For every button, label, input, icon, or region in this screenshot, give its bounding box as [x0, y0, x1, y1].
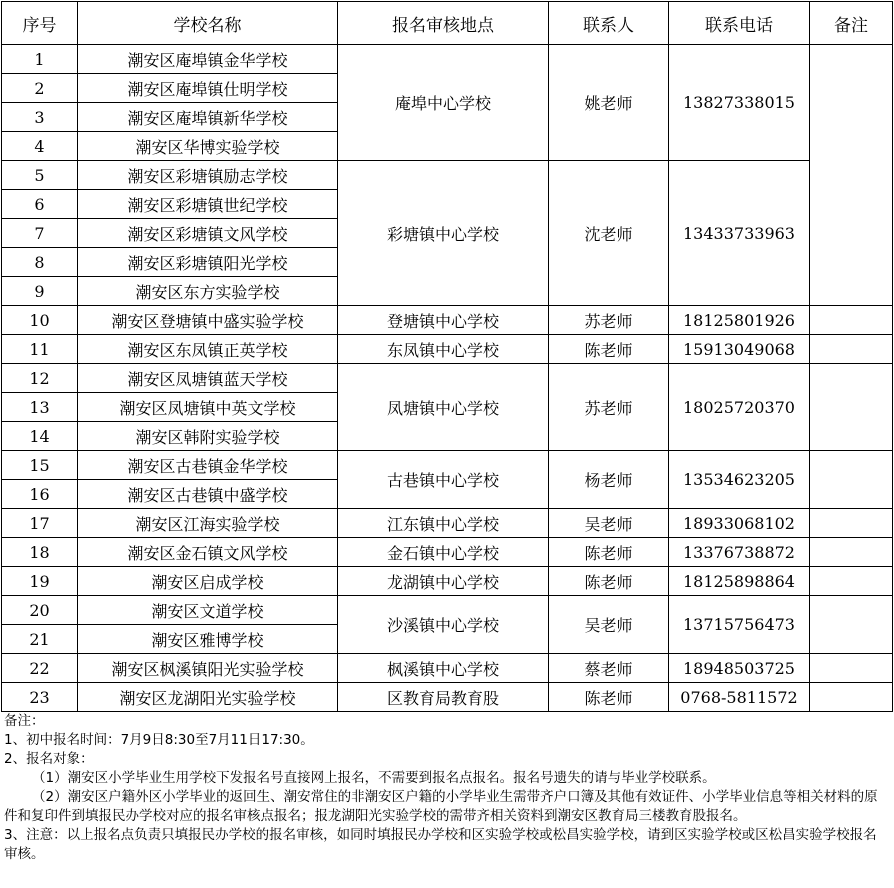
table-row [2, 567, 893, 596]
contact-person: 蔡老师 [549, 654, 669, 683]
note-registration-target: 2、报名对象： [4, 751, 94, 767]
table-row [2, 596, 893, 625]
remarks-cell [810, 451, 893, 509]
row-no: 10 [2, 306, 78, 335]
row-no: 5 [2, 161, 78, 190]
review-location: 江东镇中心学校 [338, 509, 549, 538]
contact-phone: 13376738872 [669, 538, 810, 567]
school-name: 潮安区东凤镇正英学校 [78, 335, 338, 364]
school-name: 潮安区雅博学校 [78, 625, 338, 654]
remarks-cell [810, 538, 893, 567]
row-no: 14 [2, 422, 78, 451]
row-no: 11 [2, 335, 78, 364]
note-attention: 3、注意：以上报名点负责只填报民办学校的报名审核，如同时填报民办学校和区实验学校或松昌实验学校，请到区实验学校或区松昌实验学校报名审核。 [4, 827, 877, 862]
table-row [2, 364, 893, 393]
header-remarks: 备注 [810, 2, 893, 45]
school-name: 潮安区凤塘镇中英文学校 [78, 393, 338, 422]
school-name: 潮安区华博实验学校 [78, 132, 338, 161]
header-serial-no: 序号 [2, 2, 78, 45]
review-location: 龙湖镇中心学校 [338, 567, 549, 596]
row-no: 1 [2, 45, 78, 74]
table-header-row [2, 2, 893, 45]
remarks-cell [810, 596, 893, 654]
school-name: 潮安区古巷镇金华学校 [78, 451, 338, 480]
school-name: 潮安区龙湖阳光实验学校 [78, 683, 338, 712]
review-location: 金石镇中心学校 [338, 538, 549, 567]
review-location: 凤塘镇中心学校 [338, 364, 549, 451]
school-name: 潮安区彩塘镇文风学校 [78, 219, 338, 248]
contact-person: 吴老师 [549, 596, 669, 654]
school-registration-table [1, 1, 893, 712]
table-row [2, 538, 893, 567]
school-name: 潮安区庵埠镇金华学校 [78, 45, 338, 74]
school-name: 潮安区凤塘镇蓝天学校 [78, 364, 338, 393]
school-name: 潮安区文道学校 [78, 596, 338, 625]
notes-title: 备注： [4, 713, 45, 729]
row-no: 21 [2, 625, 78, 654]
review-location: 彩塘镇中心学校 [338, 161, 549, 306]
contact-phone: 18933068102 [669, 509, 810, 538]
notes-section [4, 712, 890, 864]
contact-person: 陈老师 [549, 683, 669, 712]
row-no: 12 [2, 364, 78, 393]
remarks-cell [810, 683, 893, 712]
school-name: 潮安区古巷镇中盛学校 [78, 480, 338, 509]
contact-person: 杨老师 [549, 451, 669, 509]
row-no: 6 [2, 190, 78, 219]
review-location: 区教育局教育股 [338, 683, 549, 712]
row-no: 8 [2, 248, 78, 277]
header-school-name: 学校名称 [78, 2, 338, 45]
table-row [2, 335, 893, 364]
contact-person: 苏老师 [549, 364, 669, 451]
row-no: 23 [2, 683, 78, 712]
row-no: 2 [2, 74, 78, 103]
contact-person: 姚老师 [549, 45, 669, 161]
contact-phone: 18125898864 [669, 567, 810, 596]
review-location: 东凤镇中心学校 [338, 335, 549, 364]
remarks-cell [810, 45, 893, 306]
school-name: 潮安区韩附实验学校 [78, 422, 338, 451]
school-name: 潮安区登塘镇中盛实验学校 [78, 306, 338, 335]
contact-person: 陈老师 [549, 567, 669, 596]
row-no: 16 [2, 480, 78, 509]
row-no: 4 [2, 132, 78, 161]
school-name: 潮安区江海实验学校 [78, 509, 338, 538]
remarks-cell [810, 654, 893, 683]
remarks-cell [810, 567, 893, 596]
school-name: 潮安区东方实验学校 [78, 277, 338, 306]
remarks-cell [810, 306, 893, 335]
table-row [2, 306, 893, 335]
note-target-local: （1）潮安区小学毕业生用学校下发报名号直接网上报名，不需要到报名点报名。报名号遗失的请与毕业学校联系。 [32, 770, 716, 786]
row-no: 22 [2, 654, 78, 683]
review-location: 沙溪镇中心学校 [338, 596, 549, 654]
school-name: 潮安区彩塘镇阳光学校 [78, 248, 338, 277]
header-phone: 联系电话 [669, 2, 810, 45]
note-target-nonlocal: （2）潮安区户籍外区小学毕业的返回生、潮安常住的非潮安区户籍的小学毕业生需带齐户口簿及其他有效证件、小学毕业信息等相关材料的原件和复印件到填报民办学校对应的报名审核点报名；报龙湖阳光实验学校的需带齐相关资料到潮安区教育局三楼教育股报名。 [4, 789, 878, 824]
school-name: 潮安区庵埠镇仕明学校 [78, 74, 338, 103]
school-name: 潮安区启成学校 [78, 567, 338, 596]
row-no: 3 [2, 103, 78, 132]
contact-phone: 15913049068 [669, 335, 810, 364]
row-no: 9 [2, 277, 78, 306]
contact-person: 沈老师 [549, 161, 669, 306]
remarks-cell [810, 335, 893, 364]
school-name: 潮安区庵埠镇新华学校 [78, 103, 338, 132]
school-name: 潮安区彩塘镇励志学校 [78, 161, 338, 190]
table-row [2, 509, 893, 538]
school-name: 潮安区枫溪镇阳光实验学校 [78, 654, 338, 683]
row-no: 13 [2, 393, 78, 422]
contact-phone: 13433733963 [669, 161, 810, 306]
note-registration-time: 1、初中报名时间：7月9日8:30至7月11日17:30。 [4, 732, 314, 748]
contact-phone: 18025720370 [669, 364, 810, 451]
contact-phone: 13715756473 [669, 596, 810, 654]
remarks-cell [810, 509, 893, 538]
contact-person: 吴老师 [549, 509, 669, 538]
contact-phone: 18125801926 [669, 306, 810, 335]
row-no: 20 [2, 596, 78, 625]
row-no: 15 [2, 451, 78, 480]
review-location: 枫溪镇中心学校 [338, 654, 549, 683]
contact-phone: 13827338015 [669, 45, 810, 161]
header-contact: 联系人 [549, 2, 669, 45]
contact-phone: 18948503725 [669, 654, 810, 683]
contact-phone: 13534623205 [669, 451, 810, 509]
table-row [2, 654, 893, 683]
contact-person: 苏老师 [549, 306, 669, 335]
school-name: 潮安区金石镇文风学校 [78, 538, 338, 567]
row-no: 7 [2, 219, 78, 248]
table-row [2, 683, 893, 712]
table-row [2, 451, 893, 480]
review-location: 古巷镇中心学校 [338, 451, 549, 509]
row-no: 17 [2, 509, 78, 538]
row-no: 19 [2, 567, 78, 596]
table-row [2, 45, 893, 74]
row-no: 18 [2, 538, 78, 567]
review-location: 庵埠中心学校 [338, 45, 549, 161]
remarks-cell [810, 364, 893, 451]
school-name: 潮安区彩塘镇世纪学校 [78, 190, 338, 219]
review-location: 登塘镇中心学校 [338, 306, 549, 335]
contact-person: 陈老师 [549, 538, 669, 567]
contact-person: 陈老师 [549, 335, 669, 364]
table-row [2, 161, 893, 190]
contact-phone: 0768-5811572 [669, 683, 810, 712]
header-review-location: 报名审核地点 [338, 2, 549, 45]
